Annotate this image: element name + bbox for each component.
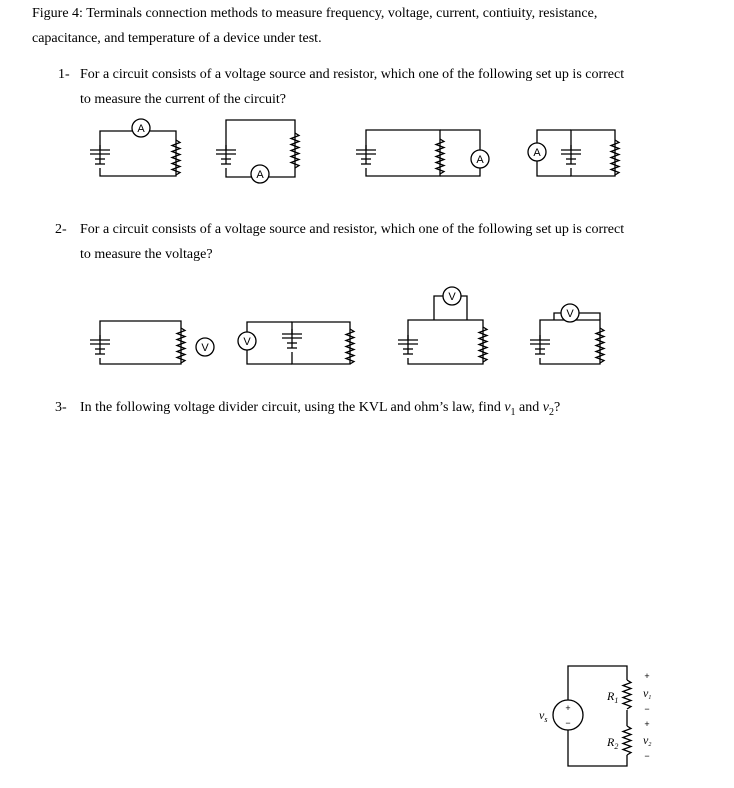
resistor-r1 [623,680,631,709]
question-3-v2-sub: 2 [548,406,554,418]
q2b-meter-label: V [243,336,251,348]
question-3-v1-sub: 1 [510,406,516,418]
q1-circuit-d[interactable] [528,130,619,176]
r2-label-sub: 2 [614,742,619,751]
q2-circuit-d[interactable] [530,304,604,364]
figure-caption-line-1: Figure 4: Terminals connection methods to measure frequency, voltage, current, contiuity, resistance, [32,6,598,21]
q1b-meter-label: A [256,169,264,181]
q2d-meter-label: V [566,308,574,320]
r1-label-sub: 1 [614,696,619,705]
q2-circuit-b[interactable] [238,322,354,364]
source-label-v: v [539,708,545,722]
question-2-text-line-1: For a circuit consists of a voltage source and resistor, which one of the following set up is correct [80,222,625,237]
v1-plus: + [644,671,650,681]
r2-label [606,735,618,751]
question-2-text-line-2: to measure the voltage? [80,247,213,262]
v2-plus: + [644,719,650,729]
source-label [539,708,547,724]
r1-label-r: R [607,689,615,703]
q2-circuit-c[interactable] [398,287,487,364]
r1-label [606,689,618,705]
question-2-number: 2- [55,222,67,237]
question-3-v2: v [542,400,549,415]
v2-label-v: v [643,733,649,747]
v1-minus: − [644,704,650,714]
q1-circuit-a[interactable] [90,119,180,176]
v1-label-v: v [643,686,649,700]
q1c-meter-label: A [476,154,484,166]
source-minus: − [565,718,571,728]
question-1-text-line-2: to measure the current of the circuit? [80,92,287,107]
v2-label-sub: 2 [648,742,652,748]
question-3-v1: v [504,400,511,415]
resistor-r2 [623,726,631,755]
v1-label [643,686,651,701]
question-3-and: and [515,400,543,415]
voltage-divider-circuit[interactable] [539,666,651,766]
q1-circuit-c[interactable] [356,130,489,176]
v2-label [643,733,651,748]
q1-circuit-b[interactable] [216,120,299,183]
question-3-number: 3- [55,400,67,415]
r2-label-r: R [607,735,615,749]
v2-minus: − [644,751,650,761]
q2c-meter-label: V [448,291,456,303]
v1-label-sub: 1 [648,695,652,701]
question-3-suffix: ? [553,400,561,415]
q1d-meter-label: A [533,147,541,159]
question-1-text-line-1: For a circuit consists of a voltage source and resistor, which one of the following set up is correct [80,67,625,82]
question-3-text-prefix: In the following voltage divider circuit, using the KVL and ohm’s law, find [80,400,505,415]
q2a-meter-label: V [201,342,209,354]
source-plus: + [565,703,571,713]
q2-circuit-a[interactable] [90,321,214,364]
q1a-meter-label: A [137,123,145,135]
question-1-number: 1- [58,67,70,82]
figure-caption-line-2: capacitance, and temperature of a device under test. [32,31,322,46]
source-label-sub: s [544,715,548,724]
